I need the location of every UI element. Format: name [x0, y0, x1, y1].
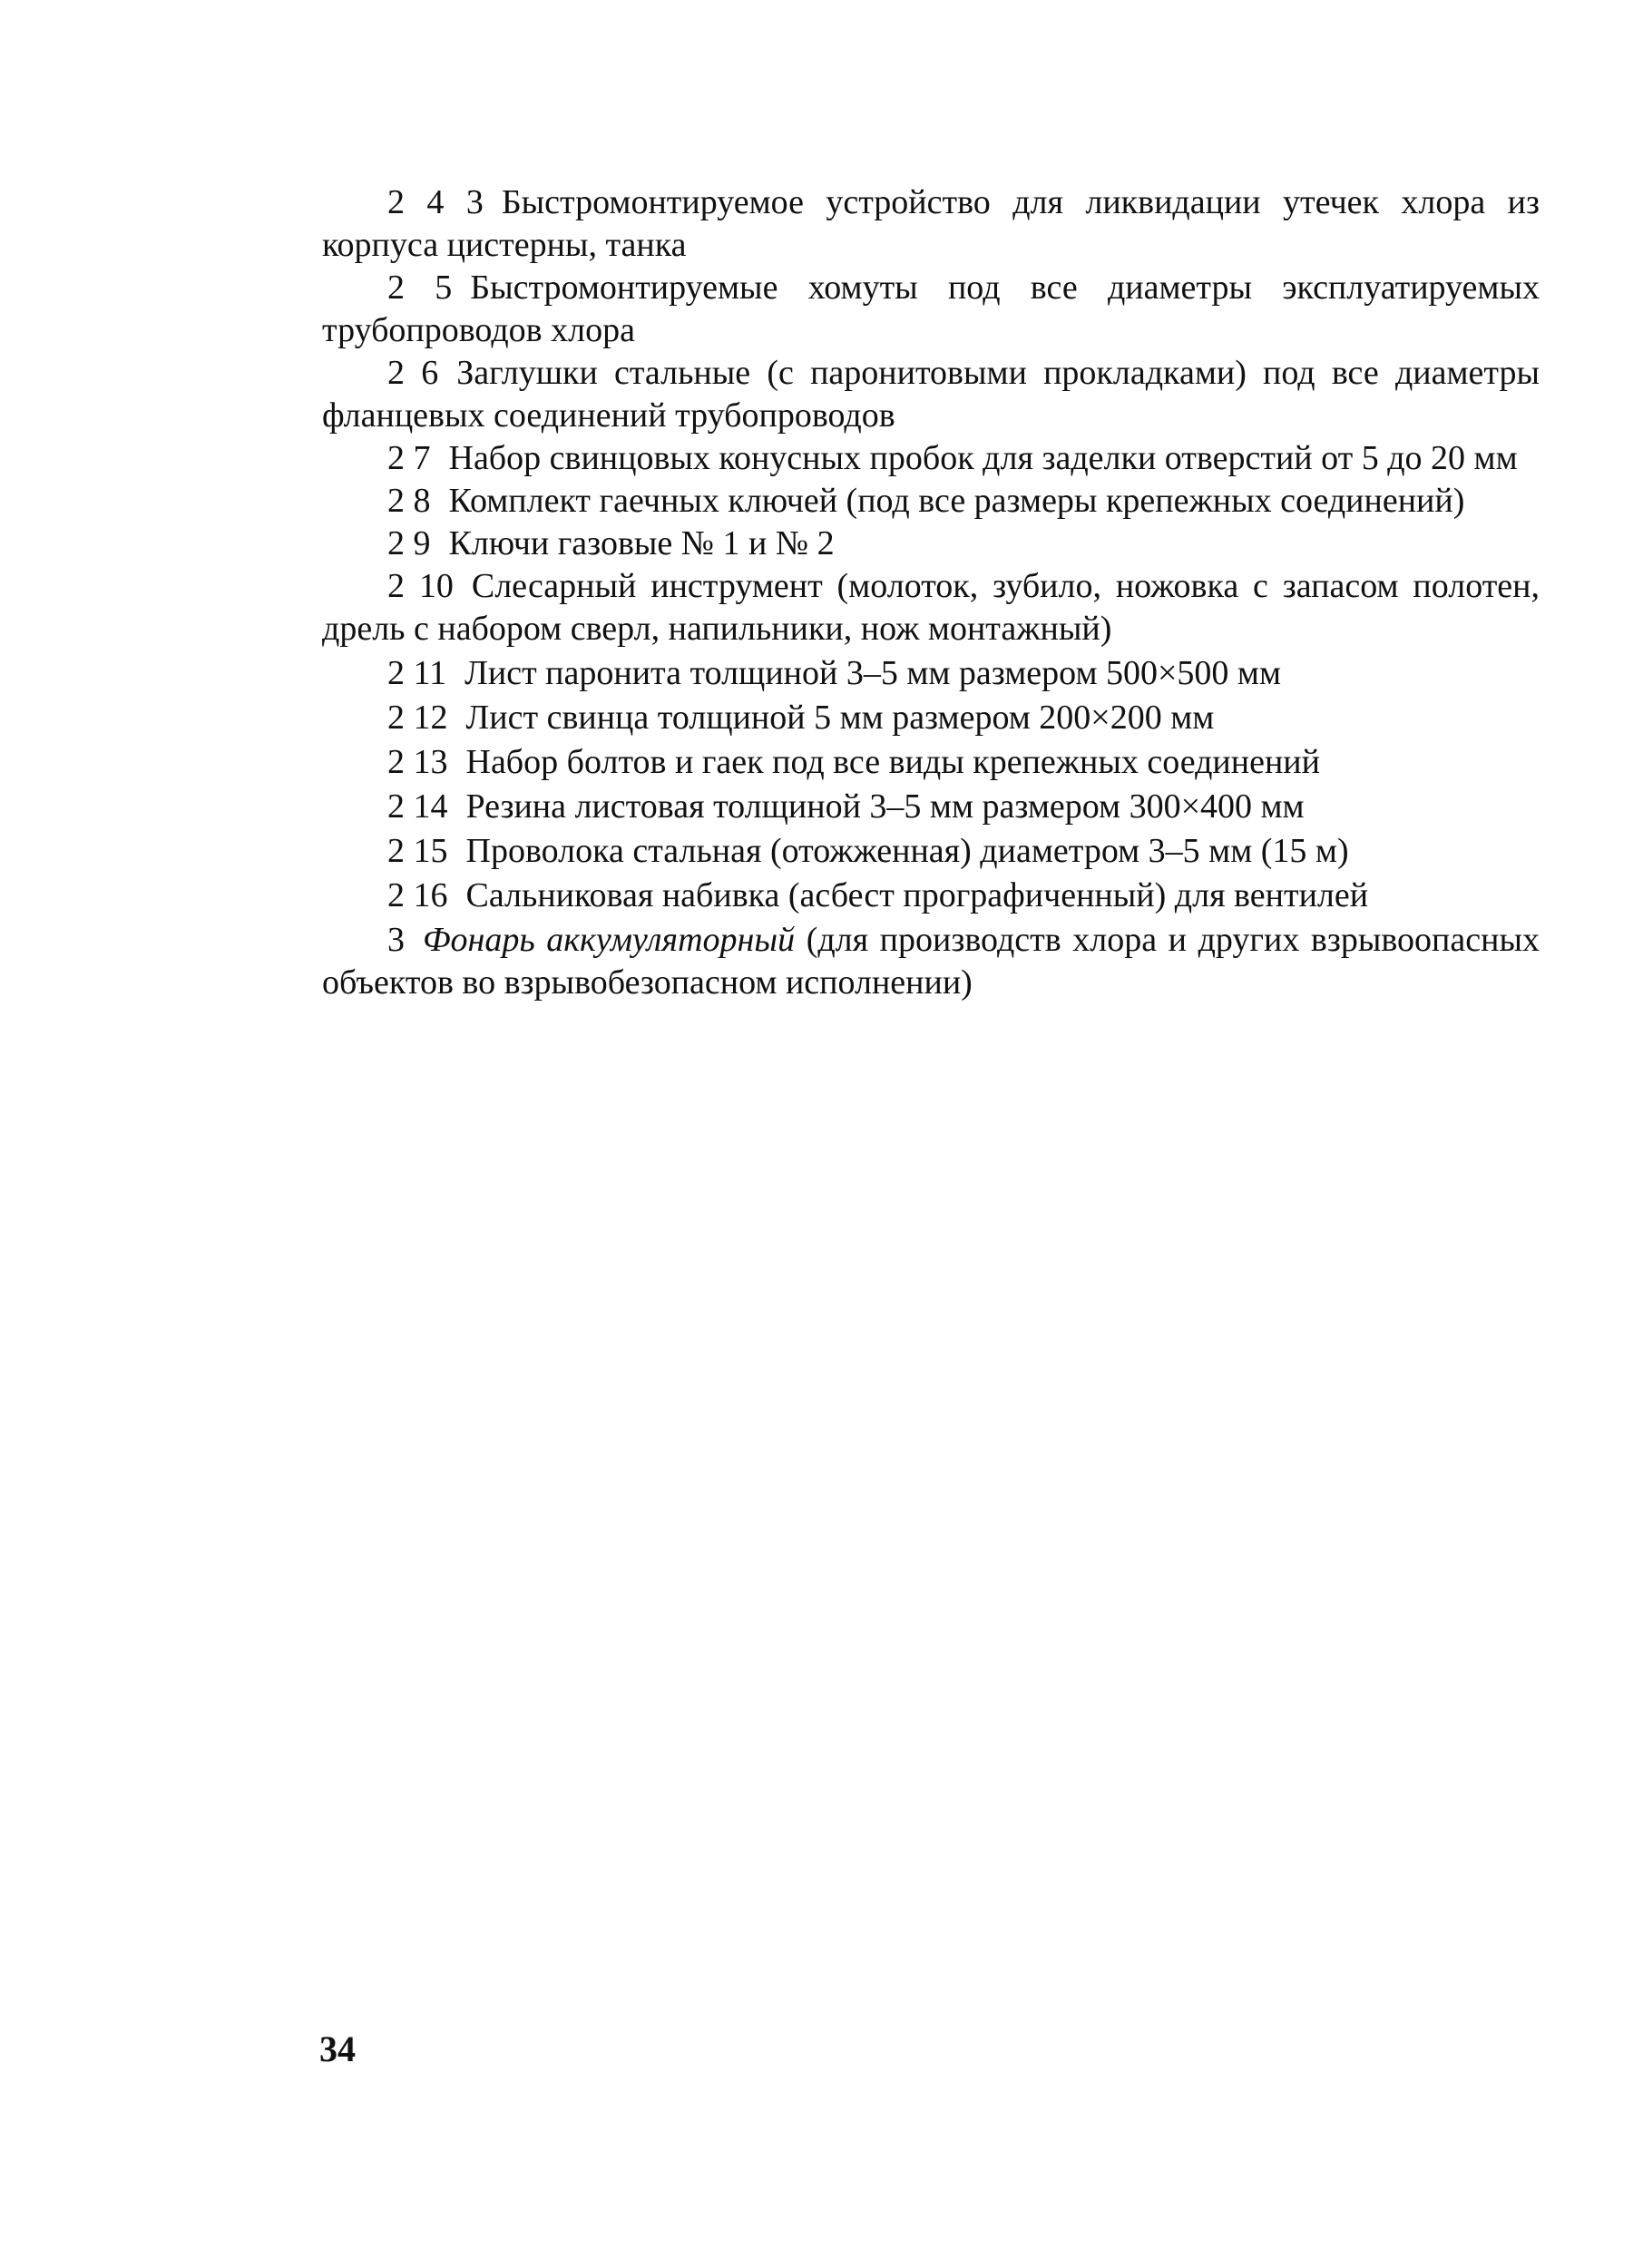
- item-number: 3: [387, 921, 405, 959]
- list-item-2-6: [322, 352, 1540, 437]
- list-item-2-12: [322, 697, 1540, 739]
- item-text: Набор свинцовых конусных пробок для заделки отверстий от 5 до 20 мм: [448, 439, 1518, 477]
- item-text: Лист свинца толщиной 5 мм размером 200×200 мм: [465, 699, 1215, 737]
- list-item-2-11: [322, 652, 1540, 695]
- list-item-2-14: [322, 786, 1540, 828]
- list-item-2-8: [322, 480, 1540, 523]
- item-text: Набор болтов и гаек под все виды крепежных соединений: [465, 743, 1320, 781]
- item-text: (для производств хлора и других взрывоопасных объектов во взрывобезопасном исполнении): [322, 921, 1540, 1002]
- item-number: 2 12: [387, 699, 448, 737]
- list-item-2-16: [322, 875, 1540, 917]
- list-item-2-4-3: [322, 181, 1540, 267]
- list-item-2-10: [322, 565, 1540, 650]
- item-number: 2 16: [387, 876, 448, 914]
- item-number: 2 15: [387, 832, 448, 870]
- item-text: Проволока стальная (отожженная) диаметром 3–5 мм (15 м): [465, 832, 1349, 870]
- list-item-2-15: [322, 830, 1540, 873]
- page-number: 34: [319, 2028, 356, 2069]
- item-text: Слесарный инструмент (молоток, зубило, ножовка с запасом полотен, дрель с набором сверл, напильники, нож монтажный): [322, 567, 1540, 648]
- list-item-2-9: [322, 523, 1540, 565]
- item-number: 2 4 3: [387, 183, 484, 221]
- item-number: 2 5: [387, 269, 453, 307]
- item-number: 2 10: [387, 567, 454, 605]
- list-item-3: [322, 919, 1540, 1004]
- item-number: 2 14: [387, 787, 448, 826]
- item-text: Лист паронита толщиной 3–5 мм размером 500×500 мм: [465, 654, 1282, 692]
- item-text: Заглушки стальные (с паронитовыми прокладками) под все диаметры фланцевых соединений трубопроводов: [322, 354, 1540, 435]
- item-number: 2 8: [387, 482, 431, 520]
- item-text: Быстромонтируемые хомуты под все диаметры эксплуатируемых трубопроводов хлора: [322, 269, 1540, 349]
- list-item-2-5: [322, 267, 1540, 352]
- item-text: Комплект гаечных ключей (под все размеры крепежных соединений): [448, 482, 1465, 520]
- item-number: 2 9: [387, 524, 431, 562]
- item-text: Ключи газовые № 1 и № 2: [448, 524, 835, 562]
- item-number: 2 13: [387, 743, 448, 781]
- item-number: 2 6: [387, 354, 439, 392]
- document-body: [322, 181, 1540, 1004]
- item-number: 2 11: [387, 654, 447, 692]
- list-item-2-13: [322, 741, 1540, 784]
- item-text: Резина листовая толщиной 3–5 мм размером 300×400 мм: [465, 787, 1305, 826]
- list-item-2-7: [322, 437, 1540, 480]
- item-number: 2 7: [387, 439, 431, 477]
- item-title: Фонарь аккумуляторный: [423, 921, 796, 959]
- item-text: Быстромонтируемое устройство для ликвидации утечек хлора из корпуса цистерны, танка: [322, 183, 1540, 264]
- item-text: Сальниковая набивка (асбест прографиченный) для вентилей: [465, 876, 1369, 914]
